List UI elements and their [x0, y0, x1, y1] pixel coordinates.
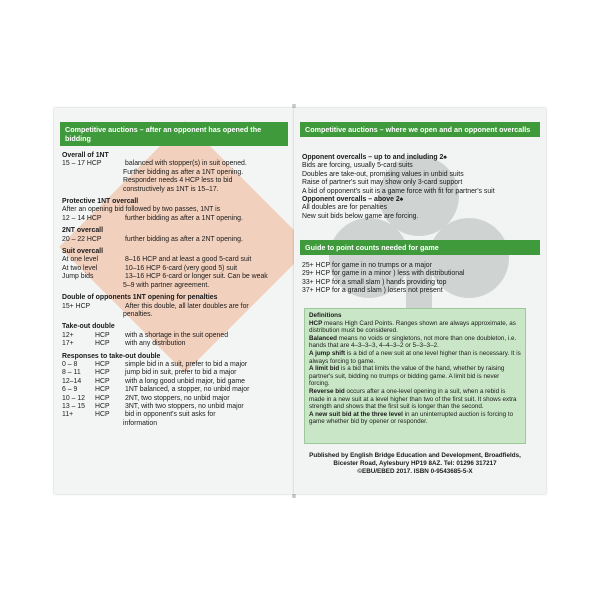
publisher-info [304, 452, 526, 475]
overcall-2nt-hcp: 20 – 22 HCP [62, 235, 102, 243]
definition-item [309, 411, 521, 426]
response-range: 11+ [62, 411, 74, 419]
responses-title: Responses to take-out double [62, 352, 161, 360]
guide-line: 25+ HCP for game in no trumps or a major [302, 262, 432, 269]
responses-cont: information [123, 419, 158, 427]
suit-overcall-cont: 5–9 with partner agreement. [123, 281, 210, 289]
takeout-range: 17+ [62, 340, 74, 348]
protective-title: Protective 1NT overcall [62, 198, 139, 206]
definition-item [309, 320, 521, 335]
guide-line: 29+ HCP for game in a minor ) less with distributional [302, 270, 465, 278]
definition-term: A limit bid [309, 365, 340, 373]
double-1nt-line: After this double, all later doubles are for [125, 302, 249, 310]
definition-text: is a bid that limits the value of the hand, whether by raising partner's suit, bidding no trumps or bidding game. A limit bid is never forcing. [309, 365, 505, 388]
response-range: 6 – 9 [62, 386, 78, 394]
response-text: with a long good unbid major, bid game [125, 377, 245, 385]
response-range: 0 – 8 [62, 360, 78, 368]
overcall-1nt-line: Further bidding as after a 1NT opening. [123, 168, 244, 176]
takeout-range: 12+ [62, 331, 74, 339]
protective-line: further bidding as after a 1NT opening. [125, 214, 243, 222]
definition-item [309, 335, 521, 350]
suit-overcall-label: At one level [62, 256, 99, 264]
response-range: 10 – 12 [62, 394, 85, 402]
upto2-title: Opponent overcalls – up to and including 2♠ [302, 154, 447, 161]
definition-term: HCP [309, 319, 323, 327]
guide-header: Guide to point counts needed for game [300, 240, 540, 255]
overcall-1nt-line: constructively as 1NT is 15–17. [123, 185, 219, 193]
response-text: 1NT balanced, a stopper, no unbid major [125, 386, 250, 394]
suit-overcall-text: 8–16 HCP and at least a good 5-card suit [125, 256, 252, 264]
response-text: simple bid in a suit, prefer to bid a major [125, 360, 248, 368]
upto2-line: Bids are forcing, usually 5-card suits [302, 162, 413, 170]
right-section-header: Competitive auctions – where we open and an opponent overcalls [300, 122, 540, 137]
takeout-unit: HCP [95, 340, 110, 348]
response-range: 13 – 15 [62, 402, 85, 410]
guide-line: 37+ HCP for a grand slam ) losers not present [302, 287, 443, 295]
takeout-text: with a shortage in the suit opened [125, 331, 229, 339]
response-unit: HCP [95, 394, 110, 402]
overcall-1nt-title: Overall of 1NT [62, 152, 109, 159]
definition-text: occurs after a one-level opening in a suit, when a rebid is made in a new suit at a level higher than two of the first suit. It shows extra strength and shows that the first suit is longer than the second. [309, 387, 517, 411]
overcall-2nt-title: 2NT overcall [62, 227, 103, 235]
double-1nt-line: penalties. [123, 310, 153, 318]
definition-text: in an uninterrupted auction is forcing to game whether bid by opener or responder. [309, 410, 514, 426]
overcall-1nt-line: Responder needs 4 HCP less to bid [123, 177, 233, 185]
publisher-line: Published by English Bridge Education and Development, Broadfields, [309, 452, 521, 459]
above2-line: All doubles are for penalties [302, 204, 388, 212]
definition-term: A jump shift [309, 349, 346, 357]
response-unit: HCP [95, 360, 110, 368]
guide-line: 33+ HCP for a small slam ) hands providing top [302, 278, 447, 286]
suit-overcall-label: At two level [62, 264, 98, 272]
publisher-line: Bicester Road, Aylesbury HP19 8AZ. Tel: 01296 317217 [333, 459, 497, 467]
response-unit: HCP [95, 411, 110, 419]
takeout-title: Take-out double [62, 323, 115, 331]
overcall-2nt-line: further bidding as after a 2NT opening. [125, 235, 243, 243]
definition-text: is a bid of a new suit at one level higher than is necessary. It is always forcing to game. [309, 349, 521, 365]
response-unit: HCP [95, 402, 110, 410]
response-unit: HCP [95, 377, 110, 385]
suit-overcall-text: 13–16 HCP 6-card or longer suit. Can be weak [125, 273, 268, 281]
definition-term: Balanced [309, 334, 337, 342]
definitions-title: Definitions [309, 312, 342, 319]
double-1nt-hcp: 15+ HCP [62, 302, 91, 310]
above2-line: New suit bids below game are forcing. [302, 212, 419, 220]
publisher-line: ©EBU/EBED 2017. ISBN 0-9543685-5-X [357, 467, 473, 475]
suit-overcall-label: Jump bids [62, 273, 94, 281]
upto2-line: Raise of partner's suit may show only 3-card support [302, 179, 463, 187]
definition-item [309, 350, 521, 365]
double-1nt-title: Double of opponents 1NT opening for penalties [62, 294, 218, 302]
response-range: 12–14 [62, 377, 82, 385]
definition-text: means High Card Points. Ranges shown are always approximate, as distribution must be considered. [309, 319, 516, 335]
above2-title: Opponent overcalls – above 2♠ [302, 196, 404, 204]
definition-item [309, 388, 521, 411]
definition-text: means no voids or singletons, not more than one doubleton, i.e. hands that are 4–3–3–3, 4–4–3–2 or 5–3–3–2. [309, 334, 517, 350]
response-text: 3NT, with two stoppers, no unbid major [125, 402, 244, 410]
response-unit: HCP [95, 386, 110, 394]
protective-hcp: 12 – 14 HCP [62, 214, 102, 222]
response-text: bid in opponent's suit asks for [125, 411, 216, 419]
definition-term: Reverse bid [309, 387, 345, 395]
overcall-1nt-line: balanced with stopper(s) in suit opened. [125, 160, 247, 168]
takeout-text: with any distribution [125, 340, 186, 348]
protective-line: After an opening bid followed by two passes, 1NT is [62, 206, 221, 214]
definition-term: A new suit bid at the three level [309, 410, 403, 418]
left-section-header: Competitive auctions – after an opponent has opened the bidding [60, 122, 288, 146]
response-range: 8 – 11 [62, 369, 81, 377]
suit-overcall-title: Suit overcall [62, 248, 103, 256]
response-text: jump bid in suit, prefer to bid a major [125, 369, 237, 377]
definitions-box [304, 308, 526, 444]
response-text: 2NT, two stoppers, no unbid major [125, 394, 230, 402]
upto2-line: A bid of opponent's suit is a game force with fit for partner's suit [302, 187, 495, 195]
left-page [54, 108, 294, 494]
suit-overcall-text: 10–16 HCP 6-card (very good 5) suit [125, 264, 238, 272]
response-unit: HCP [95, 369, 110, 377]
upto2-line: Doubles are take-out, promising values in unbid suits [302, 170, 464, 178]
overcall-1nt-hcp: 15 – 17 HCP [62, 160, 102, 168]
definition-item [309, 365, 521, 388]
takeout-unit: HCP [95, 331, 110, 339]
